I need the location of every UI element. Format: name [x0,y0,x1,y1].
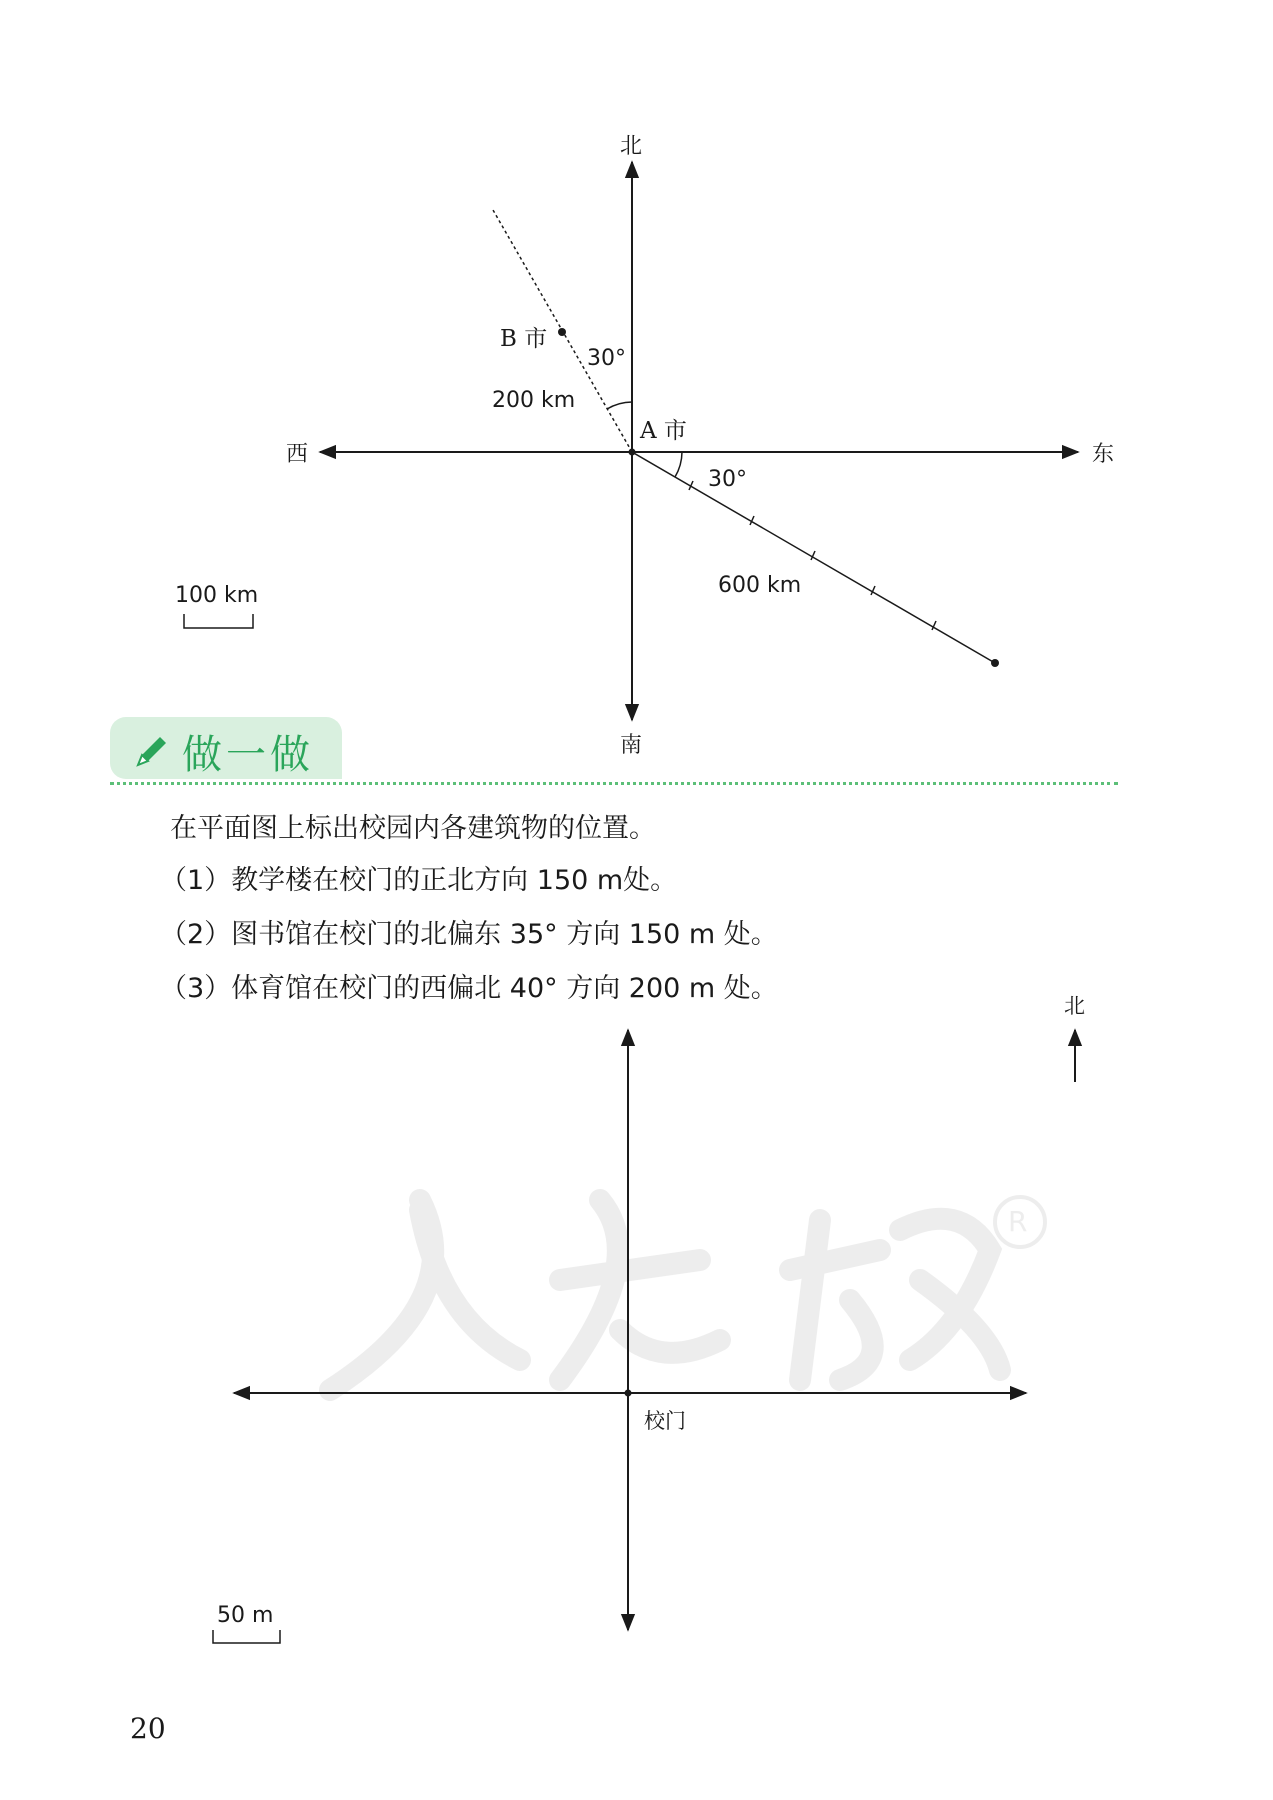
angle-arc-se [675,452,682,477]
label-south: 南 [620,733,643,758]
label-gate: 校门 [644,1409,686,1433]
task-item-2: （2）图书馆在校门的北偏东 35° 方向 150 m 处。 [160,919,778,950]
label-angle-b: 30° [587,346,626,371]
label-north-2: 北 [1064,994,1085,1018]
label-dist-b: 200 km [492,388,576,413]
section-badge [110,717,342,779]
task-item-1: （1）教学楼在校门的正北方向 150 m处。 [160,865,678,896]
pencil-icon [132,731,172,771]
label-angle-se: 30° [708,467,747,492]
section-divider [110,782,1118,785]
label-city-a: A 市 [640,418,687,444]
intro-text: 在平面图上标出校园内各建筑物的位置。 [170,813,656,844]
scale-label-1: 100 km [175,583,259,608]
angle-arc-b [607,402,632,409]
gate-point [625,1390,632,1397]
label-east: 东 [1092,442,1115,467]
scale-bar-2 [213,1630,280,1643]
label-north: 北 [620,134,643,159]
watermark [330,1197,1045,1390]
scale-bar-1 [184,614,253,628]
diagram-1 [175,134,1114,758]
city-a-point [629,449,636,456]
label-city-b: B 市 [500,326,548,352]
label-dist-se: 600 km [718,573,802,598]
label-west: 西 [286,442,309,467]
task-item-3: （3）体育馆在校门的西偏北 40° 方向 200 m 处。 [160,973,778,1004]
svg-text:R: R [1008,1205,1028,1238]
se-direction-line [632,452,995,663]
section-title: 做一做 [182,732,314,778]
city-b-point [558,328,566,336]
se-end-point [991,659,999,667]
page-number: 20 [130,1712,166,1745]
scale-label-2: 50 m [217,1603,274,1628]
